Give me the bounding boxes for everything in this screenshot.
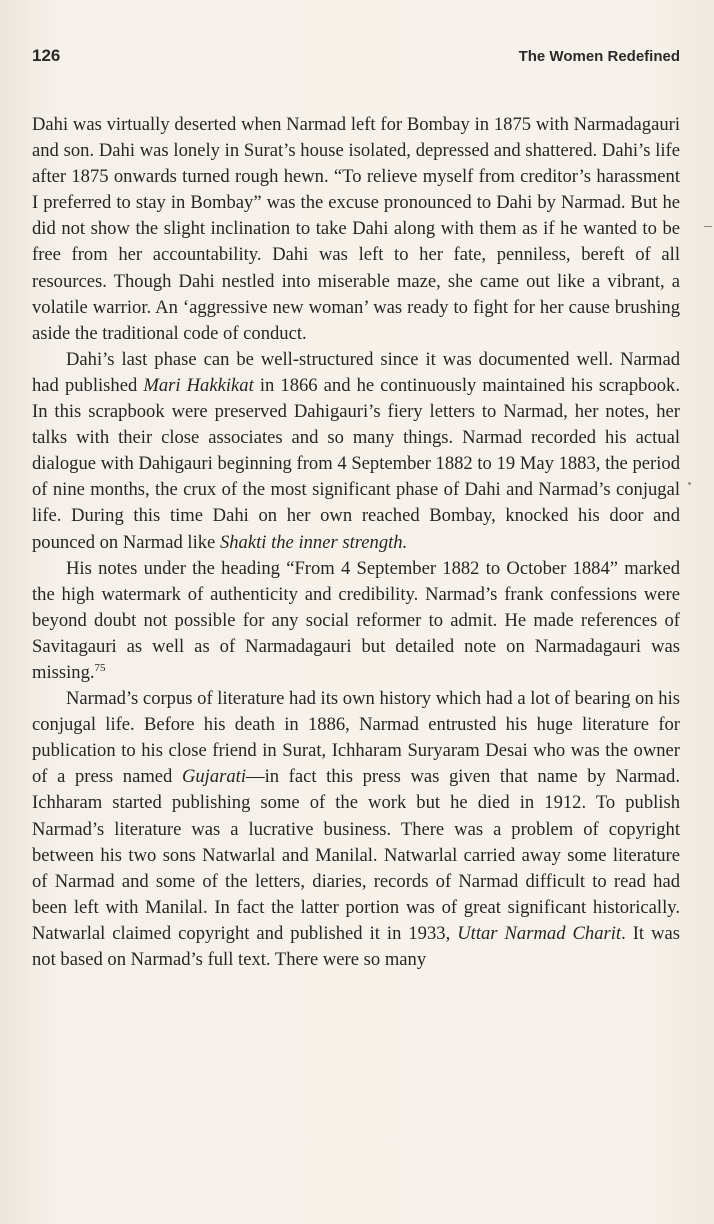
paragraph-2-text-a: Dahi’s last phase can be well-structured since it was documented well. Narmad had published bbox=[32, 348, 680, 396]
paragraph-4-text-c: . It was not based on Narmad’s full text. There were so many bbox=[32, 922, 680, 970]
page-number: 126 bbox=[32, 46, 61, 65]
paragraph-1-text: Dahi was virtually deserted when Narmad left for Bombay in 1875 with Narmadagauri and son. Dahi was lonely in Surat’s house isolated, depressed and shattered. Dahi’s life after 1875 onwards turned rough hewn. “To relieve myself from creditor’s harassment I preferred to stay in Bombay” was the excuse pronounced to Dahi by Narmad. But he did not show the slight inclination to take Dahi along with them as if he wanted to be free from her accountability. Dahi was left to her fate, penniless, bereft of all resources. Though Dahi nestled into miserable maze, she came out like a vibrant, a volatile warrior. An ‘aggressive new woman’ was ready to fight for her cause brushing aside the traditional code of conduct. bbox=[32, 114, 680, 344]
page-header bbox=[32, 46, 680, 70]
paragraph-4-text-a: Narmad’s corpus of literature had its own history which had a lot of bearing on his conjugal life. Before his death in 1886, Narmad entrusted his huge literature for publication to his close friend in Surat, Ichharam Suryaram Desai who was the owner of a press named bbox=[32, 688, 680, 788]
book-title-mari-hakkikat: Mari Hakkikat bbox=[143, 374, 254, 396]
paragraph-4 bbox=[32, 686, 680, 973]
footnote-ref-75: 75 bbox=[94, 661, 106, 674]
phrase-shakti: Shakti the inner strength. bbox=[219, 531, 408, 553]
margin-mark bbox=[704, 226, 712, 227]
paragraph-2-text-b: in 1866 and he continuously maintained his scrapbook. In this scrapbook were preserved Dahigauri’s fiery letters to Narmad, her notes, her talks with their close associates and so many things. Narmad recorded his actual dialogue with Dahigauri beginning from 4 September 1882 to 19 May 1883, the period of nine months, the crux of the most significant phase of Dahi and Narmad’s conjugal life. During this time Dahi on her own reached Bombay, knocked his door and pounced on Narmad like bbox=[32, 374, 680, 553]
paragraph-3-text: His notes under the heading “From 4 September 1882 to October 1884” marked the high watermark of authenticity and credibility. Narmad’s frank confessions were beyond doubt not possible for any social reformer to admit. He made references of Savitagauri as well as of Narmadagauri but detailed note on Narmadagauri was missing. bbox=[32, 557, 680, 683]
paper-speck bbox=[688, 482, 691, 485]
running-title: The Women Redefined bbox=[518, 48, 680, 65]
paragraph-2 bbox=[32, 347, 680, 556]
press-name-gujarati: Gujarati bbox=[181, 766, 247, 788]
paragraph-4-text-b: —in fact this press was given that name by Narmad. Ichharam started publishing some of the work but he died in 1912. To publish Narmad’s literature was a lucrative business. There was a problem of copyright between his two sons Natwarlal and Manilal. Natwarlal carried away some literature of Narmad and some of the letters, diaries, records of Narmad difficult to read had been left with Manilal. In fact the latter portion was of great significant historically. Natwarlal claimed copyright and published it in 1933, bbox=[32, 766, 680, 944]
book-title-uttar-narmad-charit: Uttar Narmad Charit bbox=[457, 922, 622, 944]
paragraph-1 bbox=[32, 112, 680, 347]
paragraph-3 bbox=[32, 556, 680, 686]
body-text bbox=[32, 112, 680, 973]
